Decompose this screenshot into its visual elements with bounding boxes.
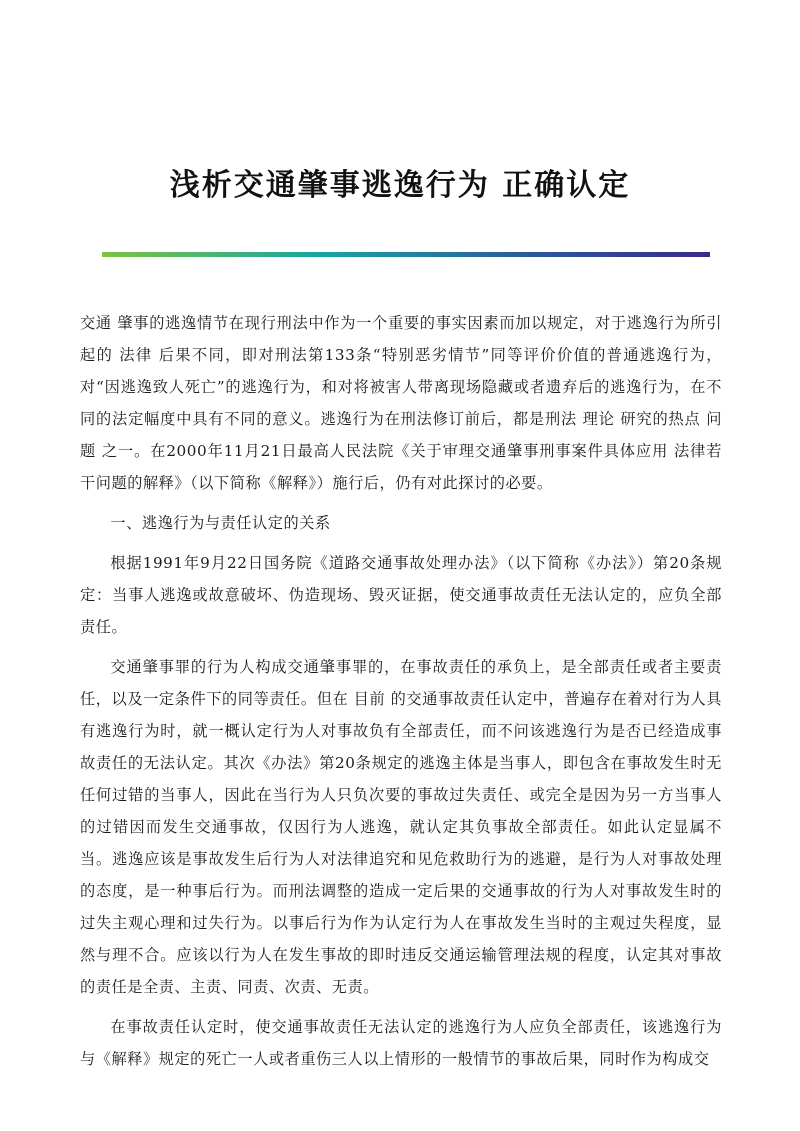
paragraph-analysis: 交通肇事罪的行为人构成交通肇事罪的，在事故责任的承负上，是全部责任或者主要责任，以及一定条件下的同等责任。但在 目前 的交通事故责任认定中，普遍存在着对行为人具有逃逸行为时，就一概认定行为人对事故负有全部责任，而不问该逃逸行为是否已经造成事故责任的无法认定。其次《办法》第20条规定的逃逸主体是当事人，即包含在事故发生时无任何过错的当事人，因此在当行为人只负次要的事故过失责任、或完全是因为另一方当事人的过错因而发生交通事故，仅因行为人逃逸，就认定其负事故全部责任。如此认定显属不当。逃逸应该是事故发生后行为人对法律追究和见危救助行为的逃避，是行为人对事故处理的态度，是一种事后行为。而刑法调整的造成一定后果的交通事故的行为人对事故发生时的过失主观心理和过失行为。以事后行为作为认定行为人在事故发生当时的主观过失程度，显然与理不合。应该以行为人在发生事故的即时违反交通运输管理法规的程度，认定其对事故的责任是全责、主责、同责、次责、无责。 — [80, 658, 722, 996]
document-title: 浅析交通肇事逃逸行为 正确认定 — [169, 168, 631, 203]
paragraph-regulation: 根据1991年9月22日国务院《道路交通事故处理办法》（以下简称《办法》）第20条规定：当事人逃逸或故意破坏、伪造现场、毁灭证据，使交通事故责任无法认定的，应负全部责任。 — [80, 554, 722, 636]
document-body — [80, 307, 722, 1083]
title-divider — [102, 252, 710, 257]
section-heading-1: 一、逃逸行为与责任认定的关系 — [110, 514, 331, 532]
paragraph-intro: 交通 肇事的逃逸情节在现行刑法中作为一个重要的事实因素而加以规定，对于逃逸行为所引起的 法律 后果不同，即对刑法第133条“特别恶劣情节”同等评价价值的普通逃逸行为，对“因逃逸致人死亡”的逃逸行为，和对将被害人带离现场隐藏或者遗弃后的逃逸行为，在不同的法定幅度中具有不同的意义。逃逸行为在刑法修订前后，都是刑法 理论 研究的热点 问题 之一。在2000年11月21日最高人民法院《关于审理交通肇事刑事案件具体应用 法律若干问题的解释》（以下简称《解释》）施行后，仍有对此探讨的必要。 — [80, 314, 722, 492]
paragraph-responsibility: 在事故责任认定时，使交通事故责任无法认定的逃逸行为人应负全部责任，该逃逸行为与《解释》规定的死亡一人或者重伤三人以上情形的一般情节的事故后果，同时作为构成交 — [80, 1018, 722, 1068]
